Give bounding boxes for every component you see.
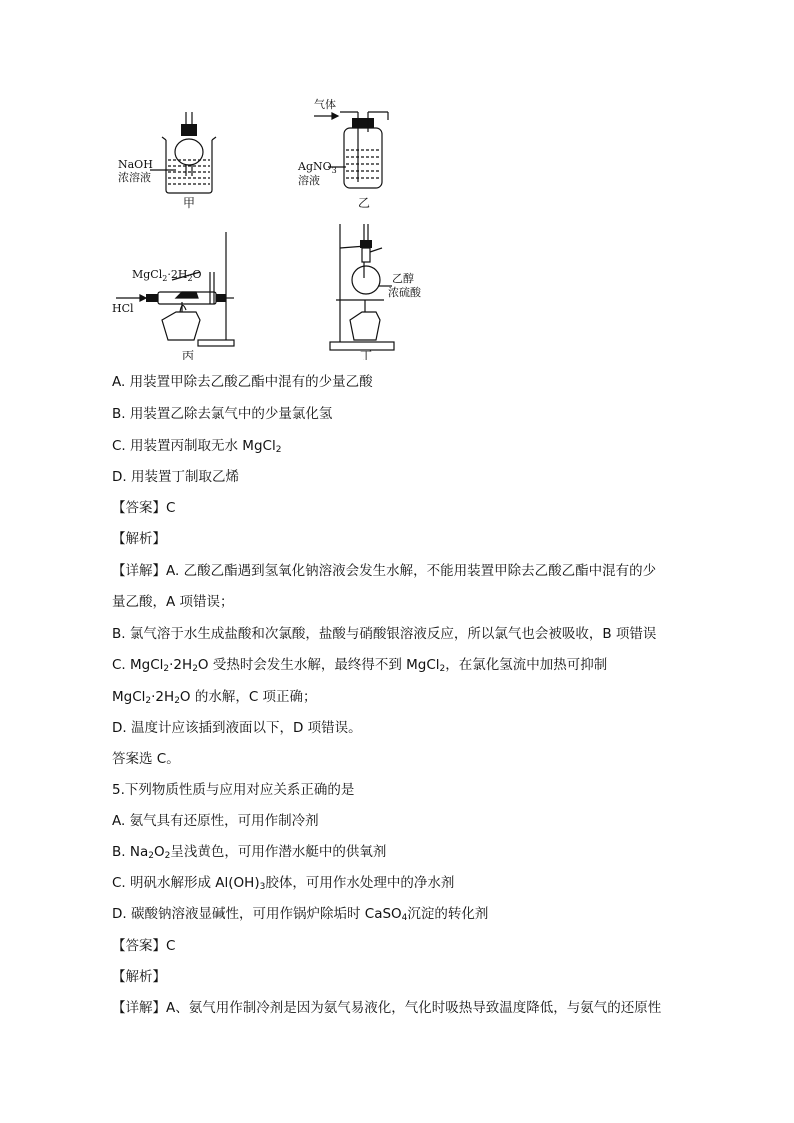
bing-caption: 丙 xyxy=(182,349,195,360)
q5-answer: 【答案】C xyxy=(112,938,176,954)
q5-detail-a: 【详解】A、氨气用作制冷剂是因为氨气易液化，气化时吸热导致温度降低，与氨气的还原性 xyxy=(112,1000,662,1016)
q4-detail-b: B. 氯气溶于水生成盐酸和次氯酸，盐酸与硝酸银溶液反应，所以氯气也会被吸收，B 项错误 xyxy=(112,626,657,642)
q4-choose: 答案选 C。 xyxy=(112,751,180,767)
apparatus-bing xyxy=(116,232,234,346)
apparatus-figures xyxy=(0,0,794,360)
yi-label-2: 溶液 xyxy=(298,174,320,187)
q5-option-a: A. 氨气具有还原性，可用作制冷剂 xyxy=(112,813,319,829)
q5-analysis-heading: 【解析】 xyxy=(112,969,166,985)
q4-detail-c-line1: C. $MgCl_2\cdot 2H_2O$ 受热时会发生水解，最终得不到 MgCl$_2$，在氯化氢流中加热可抑制 xyxy=(112,657,608,674)
q4-detail-a-line2: 量乙酸，A 项错误； xyxy=(112,594,234,610)
q4-option-b: B. 用装置乙除去氯气中的少量氯化氢 xyxy=(112,406,333,422)
jia-label-1: NaOH xyxy=(118,158,153,171)
q4-detail-c-line2: $MgCl_2\cdot 2H_2O$ 的水解，C 项正确； xyxy=(112,689,317,706)
q4-option-a: A. 用装置甲除去乙酸乙酯中混有的少量乙酸 xyxy=(112,374,373,390)
jia-label-2: 浓溶液 xyxy=(118,171,151,184)
bing-label-hcl: HCl xyxy=(112,302,134,315)
q4-detail-d: D. 温度计应该插到液面以下，D 项错误。 xyxy=(112,720,362,736)
q5-option-d: D. 碳酸钠溶液显碱性，可用作锅炉除垢时 CaSO$_4$沉淀的转化剂 xyxy=(112,906,489,923)
jia-caption: 甲 xyxy=(183,196,196,210)
q5-option-b: B. $Na_2O_2$呈浅黄色，可用作潜水艇中的供氧剂 xyxy=(112,844,387,861)
yi-label-1: AgNO$_3$ xyxy=(298,160,337,175)
q4-option-d: D. 用装置丁制取乙烯 xyxy=(112,469,239,485)
apparatus-yi xyxy=(314,112,388,188)
q4-detail-a-line1: 【详解】A. 乙酸乙酯遇到氢氧化钠溶液会发生水解，不能用装置甲除去乙酸乙酯中混有的少 xyxy=(112,563,657,579)
q4-option-c: C. 用装置丙制取无水 MgCl$_2$ xyxy=(112,438,282,455)
apparatus-jia xyxy=(150,112,216,193)
ding-caption: 丁 xyxy=(360,349,373,360)
q4-answer: 【答案】C xyxy=(112,500,176,516)
apparatus-ding xyxy=(330,224,394,350)
ding-label-1: 乙醇 xyxy=(392,272,414,285)
ding-label-2: 浓硫酸 xyxy=(388,286,421,299)
apparatus-drawing xyxy=(0,0,794,360)
bing-label-a: $MgCl_2\cdot 2H_2O$ xyxy=(132,268,202,283)
yi-caption: 乙 xyxy=(358,196,371,210)
q5-stem: 5.下列物质性质与应用对应关系正确的是 xyxy=(112,782,355,798)
q5-option-c: C. 明矾水解形成 $Al(OH)_3$胶体，可用作水处理中的净水剂 xyxy=(112,875,455,892)
q4-analysis-heading: 【解析】 xyxy=(112,531,166,547)
yi-gas-label: 气体 xyxy=(314,98,336,111)
